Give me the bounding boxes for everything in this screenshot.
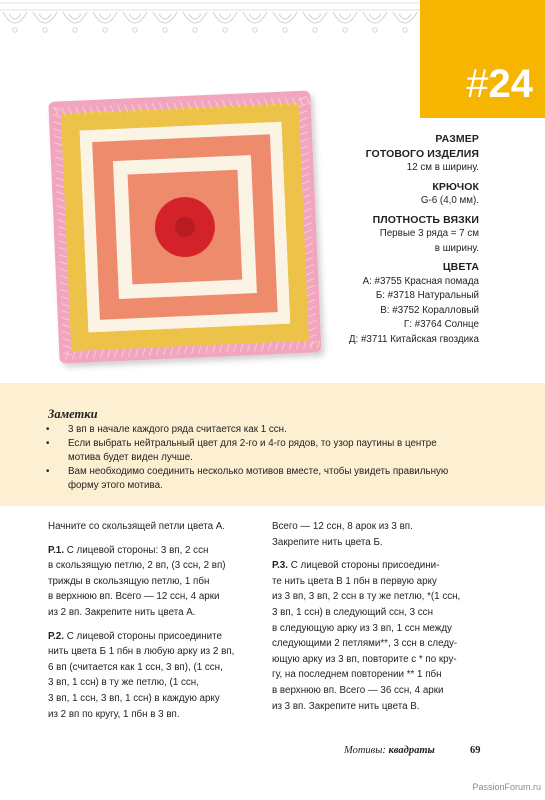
bullet-icon: • [46, 438, 50, 449]
spec-heading: КРЮЧОК [432, 180, 479, 193]
spec-gauge [279, 213, 479, 257]
notes-list [46, 423, 516, 493]
color-item: Б: #3718 Натуральный [375, 290, 479, 301]
motif-number: #24 [466, 62, 533, 106]
instructions-left-column [48, 519, 263, 730]
color-item: Г: #3764 Солнце [403, 319, 479, 330]
color-item: А: #3755 Красная помада [362, 275, 479, 287]
instruction-row-2: Р.2. С лицевой стороны присоедините нить цвета Б 1 пбн в любую арку из 2 вп, 6 вп (считается как 1 ссн, 3 вп), (1 ссн, 3 вп, 1 ссн) в ту же петлю, (1 ссн, 3 вп, 1 ссн, 3 вп, 1 ссн) в каждую арку из 2 вп по кругу, 1 пбн в 3 вп. [48, 630, 235, 720]
instruction-intro: Начните со скользящей петли цвета А. [48, 521, 226, 532]
spec-value: G-6 (4,0 мм). [420, 195, 479, 206]
page-number: 69 [470, 745, 481, 756]
instruction-row-3: Р.3. С лицевой стороны присоедини- те нить цвета В 1 пбн в первую арку из 3 вп, 3 вп, 2 ссн в ту же петлю, *(1 ссн, 3 вп, 1 ссн) в следующий ссн, 3 ссн в следующую арку из 3 вп, 1 ссн между следующими 2 петлями**, 3 ссн в следу- ющую арку из 3 вп, повторите с * по кру- гу, на последнем повторении ** 1 пбн в верхнюю вп. Всего — 36 ссн, 4 арки из 3 вп. Закрепите нить цвета В. [272, 560, 461, 712]
motif-number-badge [420, 0, 545, 118]
lace-border [0, 0, 420, 44]
specifications [279, 132, 479, 351]
spec-hook [279, 180, 479, 209]
row-label: Р.3. [272, 560, 288, 572]
spec-heading: РАЗМЕР [435, 133, 479, 145]
note-item: • 3 вп в начале каждого ряда считается как 1 ссн. [46, 424, 287, 435]
color-item: Д: #3711 Китайская гвоздика [348, 333, 479, 345]
spec-size [279, 132, 479, 176]
spec-heading: ГОТОВОГО ИЗДЕЛИЯ [365, 147, 479, 160]
note-item: • Вам необходимо соединить несколько мотивов вместе, чтобы увидеть правильную форму этого мотива. [46, 466, 449, 491]
footer-section: Мотивы: [344, 745, 386, 756]
notes-title: Заметки [48, 407, 98, 421]
color-item: В: #3752 Коралловый [380, 304, 479, 316]
spec-value: Первые 3 ряда = 7 см [379, 228, 479, 239]
notes-panel [0, 383, 545, 506]
row-label: Р.2. [48, 630, 64, 642]
watermark: PassionForum.ru [472, 782, 541, 792]
bullet-icon: • [46, 424, 50, 435]
instructions-right-column [272, 519, 502, 722]
note-item: • Если выбрать нейтральный цвет для 2-го и 4-го рядов, то узор паутины в центре мотива будет виден лучше. [46, 438, 437, 463]
spec-heading: ПЛОТНОСТЬ ВЯЗКИ [372, 213, 479, 226]
spec-heading: ЦВЕТА [442, 261, 479, 273]
instruction-row-1: Р.1. С лицевой стороны: 3 вп, 2 ссн в скользящую петлю, 2 вп, (3 ссн, 2 вп) трижды в скользящую петлю, 1 пбн в верхнюю вп. Всего — 12 ссн, 4 арки из 2 вп. Закрепите нить цвета А. [48, 544, 226, 618]
row-label: Р.1. [48, 544, 64, 556]
spec-value: в ширину. [434, 242, 479, 254]
instruction-row-2-total: Всего — 12 ссн, 8 арок из 3 вп. Закрепите нить цвета Б. [272, 521, 413, 548]
running-footer [344, 745, 435, 756]
bullet-icon: • [46, 466, 50, 477]
footer-subsection: квадраты [388, 745, 435, 756]
spec-value: 12 см в ширину. [406, 162, 479, 173]
spec-colors [279, 260, 479, 347]
